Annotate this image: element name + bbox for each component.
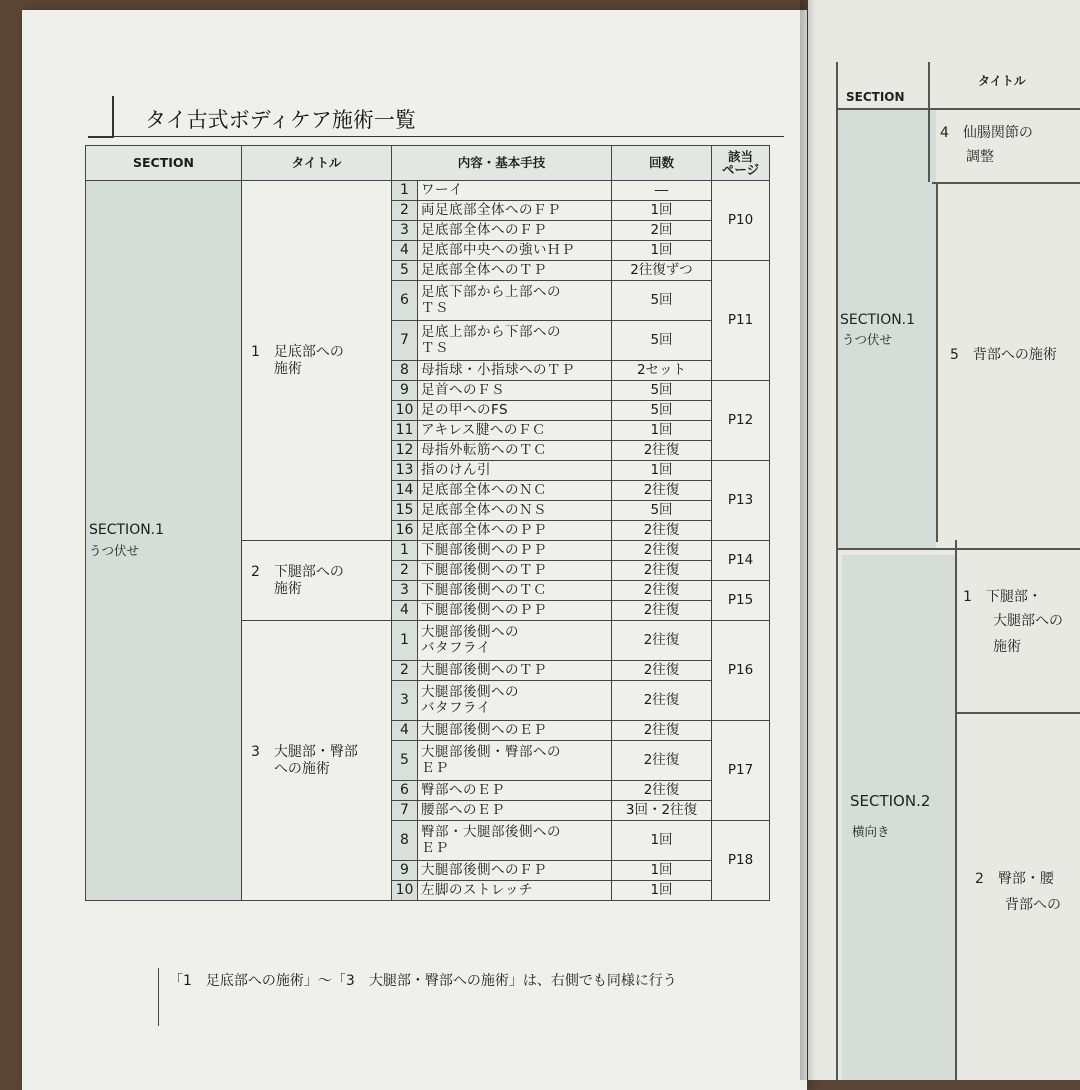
row-count: 5回 xyxy=(612,381,712,401)
row-count: 1回 xyxy=(612,821,712,861)
row-technique: ワーイ xyxy=(418,181,612,201)
right-header-section: SECTION xyxy=(846,90,905,104)
page-ref: P18 xyxy=(712,821,770,901)
right-section2-name: SECTION.2 xyxy=(850,792,931,810)
row-number: 4 xyxy=(392,241,418,261)
right-col-divider xyxy=(936,182,938,542)
right-item1-line3: 施術 xyxy=(993,639,1021,655)
header-content: 内容・基本手技 xyxy=(392,146,612,181)
row-technique: 足の甲へのFS xyxy=(418,401,612,421)
right-col-divider xyxy=(955,540,957,1080)
row-technique: 足底部全体へのＰＰ xyxy=(418,521,612,541)
row-count: 1回 xyxy=(612,861,712,881)
right-section1-name: SECTION.1 xyxy=(840,312,916,328)
row-technique: 腰部へのＥＰ xyxy=(418,801,612,821)
row-number: 2 xyxy=(392,661,418,681)
section-subtitle: うつ伏せ xyxy=(89,543,140,559)
page-ref: P11 xyxy=(712,261,770,381)
row-count: 2往復 xyxy=(612,661,712,681)
row-technique: 大腿部後側へのＴＰ xyxy=(418,661,612,681)
row-number: 1 xyxy=(392,621,418,661)
row-count: 2往復 xyxy=(612,621,712,661)
row-technique: 大腿部後側へのＥＰ xyxy=(418,721,612,741)
row-count: 1回 xyxy=(612,421,712,441)
row-technique: 母指球・小指球へのＴＰ xyxy=(418,361,612,381)
header-section: SECTION xyxy=(86,146,242,181)
row-number: 6 xyxy=(392,781,418,801)
row-count: 5回 xyxy=(612,281,712,321)
right-section1-sub: うつ伏せ xyxy=(842,332,893,347)
row-technique: 臀部へのＥＰ xyxy=(418,781,612,801)
page-ref: P12 xyxy=(712,381,770,461)
row-count: ― xyxy=(612,181,712,201)
row-number: 3 xyxy=(392,681,418,721)
document-title: タイ古式ボディケア施術一覧 xyxy=(145,108,416,132)
row-number: 7 xyxy=(392,801,418,821)
row-technique: 大腿部後側・臀部への ＥＰ xyxy=(418,741,612,781)
row-technique: 両足底部全体へのＦＰ xyxy=(418,201,612,221)
row-count: 2回 xyxy=(612,221,712,241)
row-technique: 足底部中央への強いＨＰ xyxy=(418,241,612,261)
page-ref: P15 xyxy=(712,581,770,621)
right-section2-sub: 横向き xyxy=(852,824,890,839)
row-count: 5回 xyxy=(612,321,712,361)
group-title-1: 1 足底部への 施術 xyxy=(242,181,392,541)
table-row xyxy=(86,181,770,201)
row-technique: 下腿部後側へのＰＰ xyxy=(418,541,612,561)
page-ref: P10 xyxy=(712,181,770,261)
group-title-3: 3 大腿部・臀部 への施術 xyxy=(242,621,392,901)
row-technique: 足底下部から上部への ＴＳ xyxy=(418,281,612,321)
row-count: 1回 xyxy=(612,241,712,261)
row-technique: 左脚のストレッチ xyxy=(418,881,612,901)
header-count: 回数 xyxy=(612,146,712,181)
row-technique: 足首へのＦＳ xyxy=(418,381,612,401)
page-ref: P16 xyxy=(712,621,770,721)
group-title-2: 2 下腿部への 施術 xyxy=(242,541,392,621)
right-item1-line2: 大腿部への xyxy=(993,613,1063,629)
row-number: 7 xyxy=(392,321,418,361)
row-count: 2往復 xyxy=(612,601,712,621)
right-border-left xyxy=(836,62,838,1080)
right-row-line xyxy=(955,712,1080,714)
footnote xyxy=(158,968,771,1026)
header-title: タイトル xyxy=(242,146,392,181)
row-number: 11 xyxy=(392,421,418,441)
row-number: 8 xyxy=(392,361,418,381)
row-number: 8 xyxy=(392,821,418,861)
row-number: 14 xyxy=(392,481,418,501)
row-number: 1 xyxy=(392,181,418,201)
footnote-text: 「1 足底部への施術」～「3 大腿部・臀部への施術」は、右側でも同様に行う xyxy=(169,973,677,989)
right-item5: 5 背部への施術 xyxy=(950,347,1057,363)
row-number: 16 xyxy=(392,521,418,541)
row-number: 5 xyxy=(392,261,418,281)
right-row-line xyxy=(932,182,1080,184)
right-header-line xyxy=(836,108,1080,110)
row-count: 2往復 xyxy=(612,441,712,461)
row-number: 2 xyxy=(392,201,418,221)
row-count: 2セット xyxy=(612,361,712,381)
row-count: 2往復 xyxy=(612,741,712,781)
row-technique: 足底部全体へのＦＰ xyxy=(418,221,612,241)
row-count: 2往復ずつ xyxy=(612,261,712,281)
row-number: 3 xyxy=(392,221,418,241)
row-technique: 下腿部後側へのＰＰ xyxy=(418,601,612,621)
row-count: 2往復 xyxy=(612,541,712,561)
right-col-divider xyxy=(928,62,930,182)
row-number: 1 xyxy=(392,541,418,561)
right-item2-line2: 背部への xyxy=(1005,897,1061,913)
row-technique: 大腿部後側への バタフライ xyxy=(418,621,612,661)
book-gutter xyxy=(800,0,816,1080)
row-number: 5 xyxy=(392,741,418,781)
row-number: 6 xyxy=(392,281,418,321)
row-number: 10 xyxy=(392,401,418,421)
row-technique: 足底上部から下部への ＴＳ xyxy=(418,321,612,361)
row-count: 1回 xyxy=(612,201,712,221)
page-ref: P17 xyxy=(712,721,770,821)
right-item1-line1: 1 下腿部・ xyxy=(963,589,1042,605)
section-cell xyxy=(86,181,242,901)
row-technique: 下腿部後側へのＴＣ xyxy=(418,581,612,601)
row-count: 2往復 xyxy=(612,721,712,741)
row-technique: 足底部全体へのＴＰ xyxy=(418,261,612,281)
row-count: 2往復 xyxy=(612,481,712,501)
row-number: 4 xyxy=(392,601,418,621)
right-item4-line1: 4 仙腸関節の xyxy=(940,125,1033,141)
row-count: 1回 xyxy=(612,461,712,481)
row-count: 1回 xyxy=(612,881,712,901)
row-technique: 大腿部後側への バタフライ xyxy=(418,681,612,721)
row-technique: 足底部全体へのＮＣ xyxy=(418,481,612,501)
row-count: 2往復 xyxy=(612,521,712,541)
row-technique: 大腿部後側へのＦＰ xyxy=(418,861,612,881)
page-ref: P13 xyxy=(712,461,770,541)
row-technique: 下腿部後側へのＴＰ xyxy=(418,561,612,581)
row-number: 2 xyxy=(392,561,418,581)
row-number: 13 xyxy=(392,461,418,481)
row-technique: 臀部・大腿部後側への ＥＰ xyxy=(418,821,612,861)
table-header-row xyxy=(86,146,770,181)
row-number: 15 xyxy=(392,501,418,521)
page-ref: P14 xyxy=(712,541,770,581)
row-technique: 指のけん引 xyxy=(418,461,612,481)
row-number: 10 xyxy=(392,881,418,901)
row-count: 5回 xyxy=(612,401,712,421)
row-technique: 足底部全体へのＮＳ xyxy=(418,501,612,521)
treatment-table xyxy=(85,145,770,901)
row-number: 12 xyxy=(392,441,418,461)
row-number: 4 xyxy=(392,721,418,741)
right-header-title: タイトル xyxy=(978,74,1026,88)
row-number: 3 xyxy=(392,581,418,601)
row-count: 3回・2往復 xyxy=(612,801,712,821)
row-count: 2往復 xyxy=(612,581,712,601)
row-count: 2往復 xyxy=(612,781,712,801)
header-page: 該当 ページ xyxy=(712,146,770,181)
right-item4-line2: 調整 xyxy=(966,149,994,165)
row-number: 9 xyxy=(392,861,418,881)
row-count: 2往復 xyxy=(612,681,712,721)
right-item2-line1: 2 臀部・腰 xyxy=(975,871,1054,887)
right-row-line xyxy=(836,548,1080,550)
row-technique: アキレス腱へのＦＣ xyxy=(418,421,612,441)
row-number: 9 xyxy=(392,381,418,401)
section-name: SECTION.1 xyxy=(89,522,165,539)
row-technique: 母指外転筋へのＴＣ xyxy=(418,441,612,461)
row-count: 2往復 xyxy=(612,561,712,581)
right-section2-shade xyxy=(842,555,957,1080)
row-count: 5回 xyxy=(612,501,712,521)
